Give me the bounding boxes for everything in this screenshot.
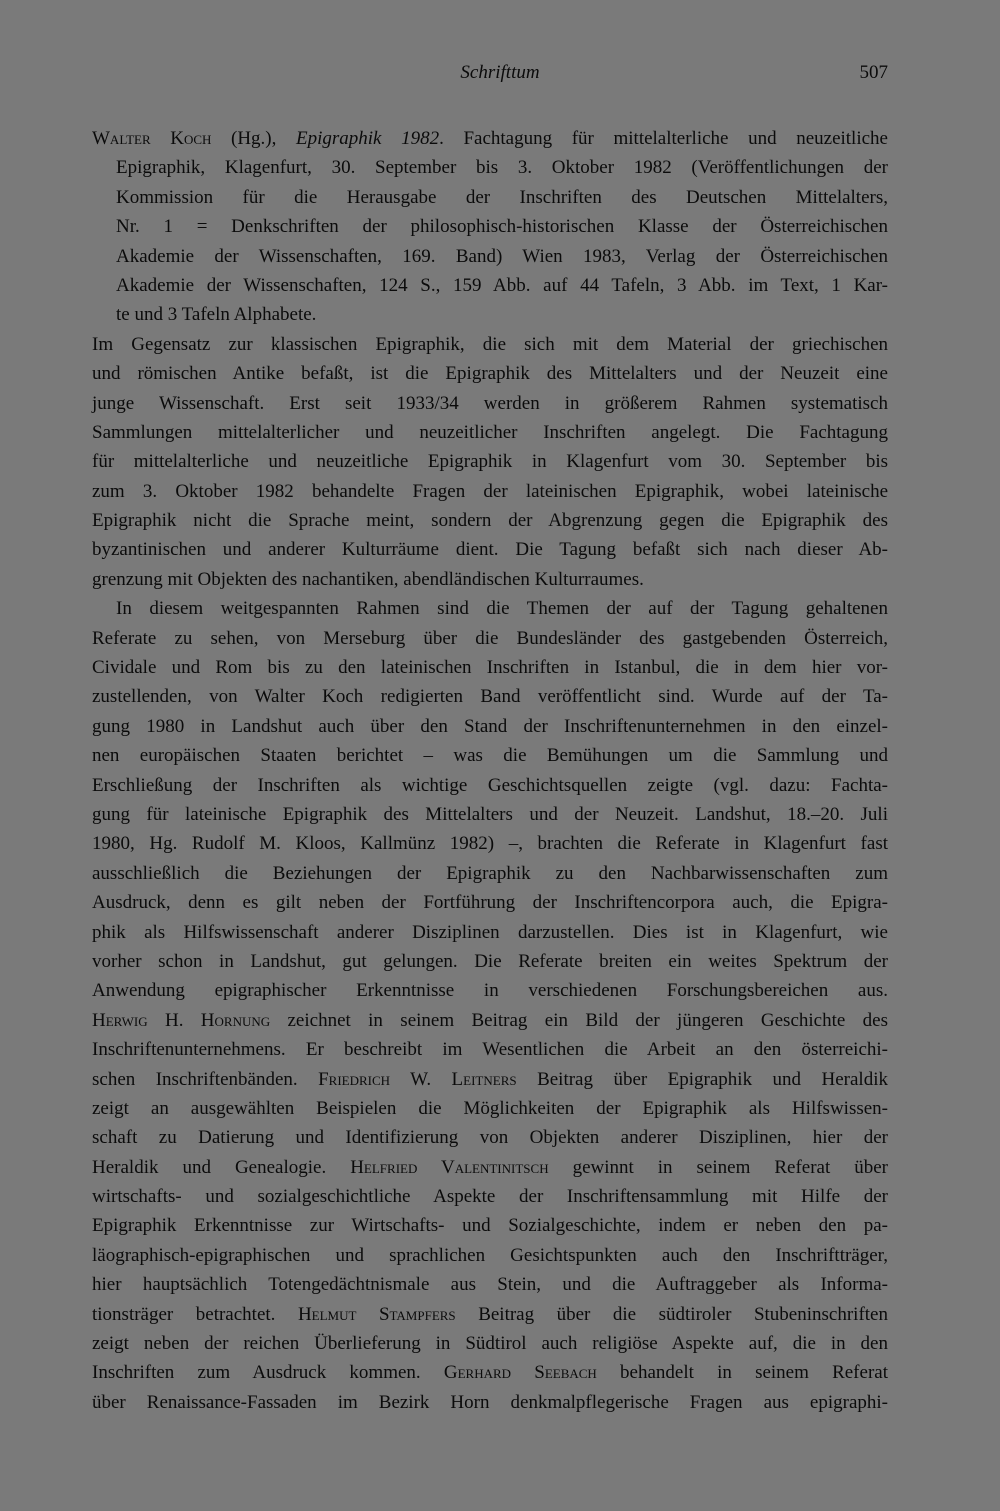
- text-segment: schaft zu Datierung und Identifizierung von Objekten anderer Disziplinen, hier der: [92, 1127, 888, 1149]
- text-line: [92, 418, 888, 447]
- text-line: [92, 1329, 888, 1358]
- text-line: [92, 300, 888, 329]
- text-line: [92, 1300, 888, 1329]
- text-segment: phik als Hilfswissenschaft anderer Disziplinen darzustellen. Dies ist in Klagenfurt, wie: [92, 921, 888, 943]
- text-line: [92, 212, 888, 241]
- text-segment: Ausdruck, denn es gilt neben der Fortführung der Inschriftencorpora auch, die Epigra-: [92, 892, 888, 914]
- text-segment: Nr. 1 = Denkschriften der philosophisch-historischen Klasse der Österreichischen: [116, 216, 888, 238]
- text-segment: Im Gegensatz zur klassischen Epigraphik, die sich mit dem Material der griechischen: [92, 333, 888, 355]
- text-segment: te und 3 Tafeln Alphabete.: [116, 304, 317, 326]
- text-segment: wirtschafts- und sozialgeschichtliche Aspekte der Inschriftensammlung mit Hilfe der: [92, 1186, 888, 1208]
- text-line: [92, 359, 888, 388]
- author-name: Helfried Valentinitsch: [350, 1156, 549, 1178]
- text-segment: zustellenden, von Walter Koch redigierten Band veröffentlicht sind. Wurde auf der Ta-: [92, 686, 888, 708]
- text-segment: vorher schon in Landshut, gut gelungen. Die Referate breiten ein weites Spektrum der: [92, 950, 888, 972]
- text-line: [92, 682, 888, 711]
- text-line: [92, 712, 888, 741]
- text-line: [92, 1270, 888, 1299]
- text-segment: zeichnet in seinem Beitrag ein Bild der jüngeren Geschichte des: [270, 1009, 888, 1031]
- text-segment: hier hauptsächlich Totengedächtnismale aus Stein, und die Auftraggeber als Informa-: [92, 1274, 888, 1296]
- text-segment: Sammlungen mittelalterlicher und neuzeitlicher Inschriften angelegt. Die Fachtagung: [92, 421, 888, 443]
- text-line: [92, 1153, 888, 1182]
- text-segment: behandelt in seinem Referat: [596, 1362, 888, 1384]
- text-segment: über Renaissance-Fassaden im Bezirk Horn denkmalpflegerische Fragen aus epigraphi-: [92, 1391, 888, 1413]
- running-title: Schrifttum: [460, 62, 540, 83]
- text-line: [92, 1094, 888, 1123]
- text-segment: Referate zu sehen, von Merseburg über die Bundesländer des gastgebenden Österreich,: [92, 627, 888, 649]
- text-line: [92, 1358, 888, 1387]
- text-line: [92, 565, 888, 594]
- text-line: [92, 1065, 888, 1094]
- text-segment: Beitrag über die südtiroler Stubeninschriften: [455, 1303, 888, 1325]
- text-segment: Epigraphik nicht die Sprache meint, sondern der Abgrenzung gegen die Epigraphik des: [92, 510, 888, 532]
- text-line: [92, 594, 888, 623]
- text-line: [92, 242, 888, 271]
- text-line: [92, 535, 888, 564]
- text-line: [92, 124, 888, 153]
- text-segment: Akademie der Wissenschaften, 169. Band) Wien 1983, Verlag der Österreichischen: [116, 245, 888, 267]
- text-segment: Inschriften zum Ausdruck kommen.: [92, 1362, 444, 1384]
- text-segment: byzantinischen und anderer Kulturräume dient. Die Tagung befaßt sich nach dieser Ab-: [92, 539, 888, 561]
- text-line: [92, 888, 888, 917]
- text-line: [92, 447, 888, 476]
- text-segment: zeigt an ausgewählten Beispielen die Möglichkeiten der Epigraphik als Hilfswissen-: [92, 1097, 888, 1119]
- text-line: [92, 947, 888, 976]
- text-line: [92, 1006, 888, 1035]
- author-name: Gerhard Seebach: [443, 1362, 597, 1384]
- text-line: [92, 1182, 888, 1211]
- text-line: [92, 477, 888, 506]
- text-segment: Beitrag über Epigraphik und Heraldik: [516, 1068, 888, 1090]
- text-line: [92, 771, 888, 800]
- text-segment: Cividale und Rom bis zu den lateinischen Inschriften in Istanbul, die in dem hier vor-: [92, 657, 888, 679]
- text-segment: und römischen Antike befaßt, ist die Epigraphik des Mittelalters und der Neuzeit eine: [92, 363, 888, 385]
- text-line: [92, 1035, 888, 1064]
- text-segment: Inschriftenunternehmens. Er beschreibt im Wesentlichen die Arbeit an den österreichi-: [92, 1039, 888, 1061]
- text-segment: gung 1980 in Landshut auch über den Stand der Inschriftenunternehmen in den einzel-: [92, 715, 888, 737]
- text-segment: läographisch-epigraphischen und sprachlichen Gesichtspunkten auch den Inschriftträger,: [92, 1244, 888, 1266]
- author-name: Herwig H. Hornung: [92, 1009, 271, 1031]
- text-segment: gung für lateinische Epigraphik des Mittelalters und der Neuzeit. Landshut, 18.–20. Juli: [92, 803, 888, 825]
- text-line: [92, 389, 888, 418]
- text-segment: junge Wissenschaft. Erst seit 1933/34 werden in größerem Rahmen systematisch: [92, 392, 888, 414]
- book-title: Epigraphik 1982: [296, 128, 440, 149]
- text-segment: In diesem weitgespannten Rahmen sind die Themen der auf der Tagung gehaltenen: [116, 598, 888, 620]
- text-line: [92, 183, 888, 212]
- text-line: [92, 271, 888, 300]
- text-segment: grenzung mit Objekten des nachantiken, abendländischen Kulturraumes.: [92, 568, 644, 590]
- text-line: [92, 1211, 888, 1240]
- text-segment: 1980, Hg. Rudolf M. Kloos, Kallmünz 1982) –, brachten die Referate in Klagenfurt fast: [92, 833, 888, 855]
- text-line: [92, 653, 888, 682]
- text-line: [92, 153, 888, 182]
- text-segment: (Hg.),: [211, 128, 296, 149]
- text-segment: zum 3. Oktober 1982 behandelte Fragen der lateinischen Epigraphik, wobei lateinische: [92, 480, 888, 502]
- text-segment: tionsträger betrachtet.: [92, 1303, 298, 1325]
- text-line: [92, 330, 888, 359]
- text-segment: Epigraphik, Klagenfurt, 30. September bis 3. Oktober 1982 (Veröffentlichungen der: [116, 157, 888, 179]
- text-line: [92, 1388, 888, 1417]
- page-number: 507: [859, 62, 888, 83]
- text-line: [92, 624, 888, 653]
- text-segment: ausschließlich die Beziehungen der Epigraphik zu den Nachbarwissenschaften zum: [92, 862, 888, 884]
- text-line: [92, 1241, 888, 1270]
- text-segment: Heraldik und Genealogie.: [92, 1156, 351, 1178]
- text-line: [92, 800, 888, 829]
- text-segment: für mittelalterliche und neuzeitliche Epigraphik in Klagenfurt vom 30. September bis: [92, 451, 888, 473]
- text-line: [92, 741, 888, 770]
- text-line: [92, 918, 888, 947]
- text-segment: zeigt neben der reichen Überlieferung in Südtirol auch religiöse Aspekte auf, die in den: [92, 1333, 888, 1355]
- text-segment: Kommission für die Herausgabe der Inschriften des Deutschen Mittelalters,: [116, 186, 888, 208]
- text-segment: Erschließung der Inschriften als wichtige Geschichtsquellen zeigte (vgl. dazu: Fachta-: [92, 774, 888, 796]
- author-name: Helmut Stampfers: [297, 1303, 456, 1325]
- text-line: [92, 976, 888, 1005]
- text-segment: gewinnt in seinem Referat über: [548, 1156, 888, 1178]
- text-segment: Anwendung epigraphischer Erkenntnisse in verschiedenen Forschungsbereichen aus.: [92, 980, 888, 1002]
- review-text: [92, 124, 888, 1417]
- text-segment: Akademie der Wissenschaften, 124 S., 159 Abb. auf 44 Tafeln, 3 Abb. im Text, 1 Kar-: [116, 274, 888, 296]
- text-segment: Epigraphik Erkenntnisse zur Wirtschafts- und Sozialgeschichte, indem er neben den pa-: [92, 1215, 888, 1237]
- text-line: [92, 1123, 888, 1152]
- text-line: [92, 829, 888, 858]
- text-line: [92, 859, 888, 888]
- text-segment: schen Inschriftenbänden.: [92, 1068, 319, 1090]
- author-name: Friedrich W. Leitners: [318, 1068, 517, 1090]
- text-segment: . Fachtagung für mittelalterliche und neuzeitliche: [439, 128, 888, 149]
- text-segment: nen europäischen Staaten berichtet – was die Bemühungen um die Sammlung und: [92, 745, 888, 767]
- text-line: [92, 506, 888, 535]
- author-name: Walter Koch: [92, 128, 212, 149]
